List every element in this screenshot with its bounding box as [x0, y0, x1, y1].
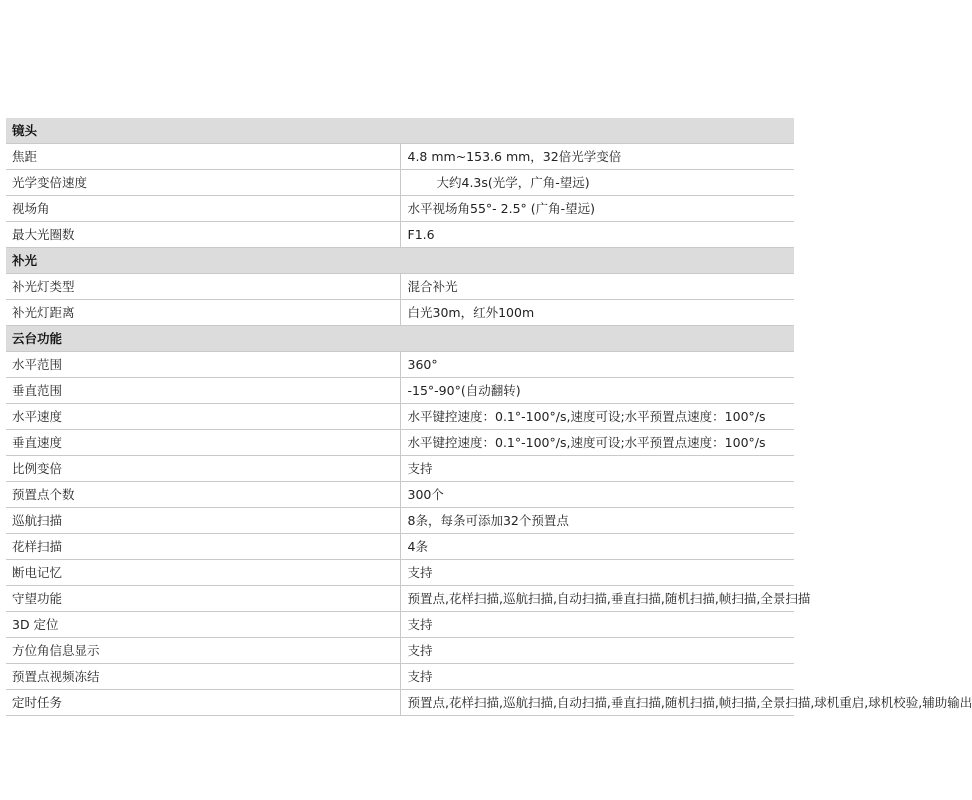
- table-row: [6, 508, 794, 534]
- row-value: 300个: [400, 482, 794, 508]
- table-row: [6, 534, 794, 560]
- section-header-lens: [6, 118, 794, 144]
- row-label: 比例变倍: [6, 456, 400, 482]
- row-label: 花样扫描: [6, 534, 400, 560]
- row-label: 定时任务: [6, 690, 400, 716]
- row-label: 补光灯类型: [6, 274, 400, 300]
- section-header-fill-light: [6, 248, 794, 274]
- row-value: 支持: [400, 456, 794, 482]
- row-value: 水平键控速度：0.1°-100°/s,速度可设;水平预置点速度：100°/s: [400, 430, 794, 456]
- row-label: 方位角信息显示: [6, 638, 400, 664]
- row-label: 最大光圈数: [6, 222, 400, 248]
- table-row: [6, 586, 794, 612]
- table-row: [6, 170, 794, 196]
- row-value: -15°-90°(自动翻转): [400, 378, 794, 404]
- row-value: 水平视场角55°- 2.5° (广角-望远): [400, 196, 794, 222]
- row-value: 水平键控速度：0.1°-100°/s,速度可设;水平预置点速度：100°/s: [400, 404, 794, 430]
- table-row: [6, 274, 794, 300]
- row-value: 8条，每条可添加32个预置点: [400, 508, 794, 534]
- row-value: 混合补光: [400, 274, 794, 300]
- section-title: 云台功能: [6, 326, 794, 352]
- table-row: [6, 222, 794, 248]
- row-value: 预置点,花样扫描,巡航扫描,自动扫描,垂直扫描,随机扫描,帧扫描,全景扫描: [400, 586, 794, 612]
- section-header-ptz: [6, 326, 794, 352]
- row-label: 守望功能: [6, 586, 400, 612]
- table-row: [6, 404, 794, 430]
- table-row: [6, 560, 794, 586]
- table-row: [6, 456, 794, 482]
- row-value: F1.6: [400, 222, 794, 248]
- table-row: [6, 144, 794, 170]
- row-label: 断电记忆: [6, 560, 400, 586]
- row-label: 补光灯距离: [6, 300, 400, 326]
- row-value: 360°: [400, 352, 794, 378]
- row-value: 支持: [400, 612, 794, 638]
- table-row: [6, 664, 794, 690]
- row-value: 预置点,花样扫描,巡航扫描,自动扫描,垂直扫描,随机扫描,帧扫描,全景扫描,球机重启,球机校验,辅助输出: [400, 690, 794, 716]
- row-value: 支持: [400, 664, 794, 690]
- row-label: 预置点视频冻结: [6, 664, 400, 690]
- table-row: [6, 300, 794, 326]
- row-value: 4.8 mm~153.6 mm，32倍光学变倍: [400, 144, 794, 170]
- table-row: [6, 378, 794, 404]
- table-row: [6, 638, 794, 664]
- row-value: 4条: [400, 534, 794, 560]
- row-label: 巡航扫描: [6, 508, 400, 534]
- table-row: [6, 482, 794, 508]
- row-value: 支持: [400, 638, 794, 664]
- row-label: 3D 定位: [6, 612, 400, 638]
- table-row: [6, 352, 794, 378]
- row-value: 支持: [400, 560, 794, 586]
- row-label: 视场角: [6, 196, 400, 222]
- row-label: 预置点个数: [6, 482, 400, 508]
- row-label: 垂直速度: [6, 430, 400, 456]
- spec-table: [6, 118, 972, 716]
- row-value: 大约4.3s(光学，广角-望远): [400, 170, 794, 196]
- row-label: 光学变倍速度: [6, 170, 400, 196]
- section-title: 补光: [6, 248, 794, 274]
- section-title: 镜头: [6, 118, 794, 144]
- row-label: 垂直范围: [6, 378, 400, 404]
- table-row: [6, 430, 794, 456]
- row-label: 水平速度: [6, 404, 400, 430]
- row-label: 焦距: [6, 144, 400, 170]
- row-value: 白光30m，红外100m: [400, 300, 794, 326]
- table-row: [6, 196, 794, 222]
- table-row: [6, 612, 794, 638]
- table-row: [6, 690, 794, 716]
- row-label: 水平范围: [6, 352, 400, 378]
